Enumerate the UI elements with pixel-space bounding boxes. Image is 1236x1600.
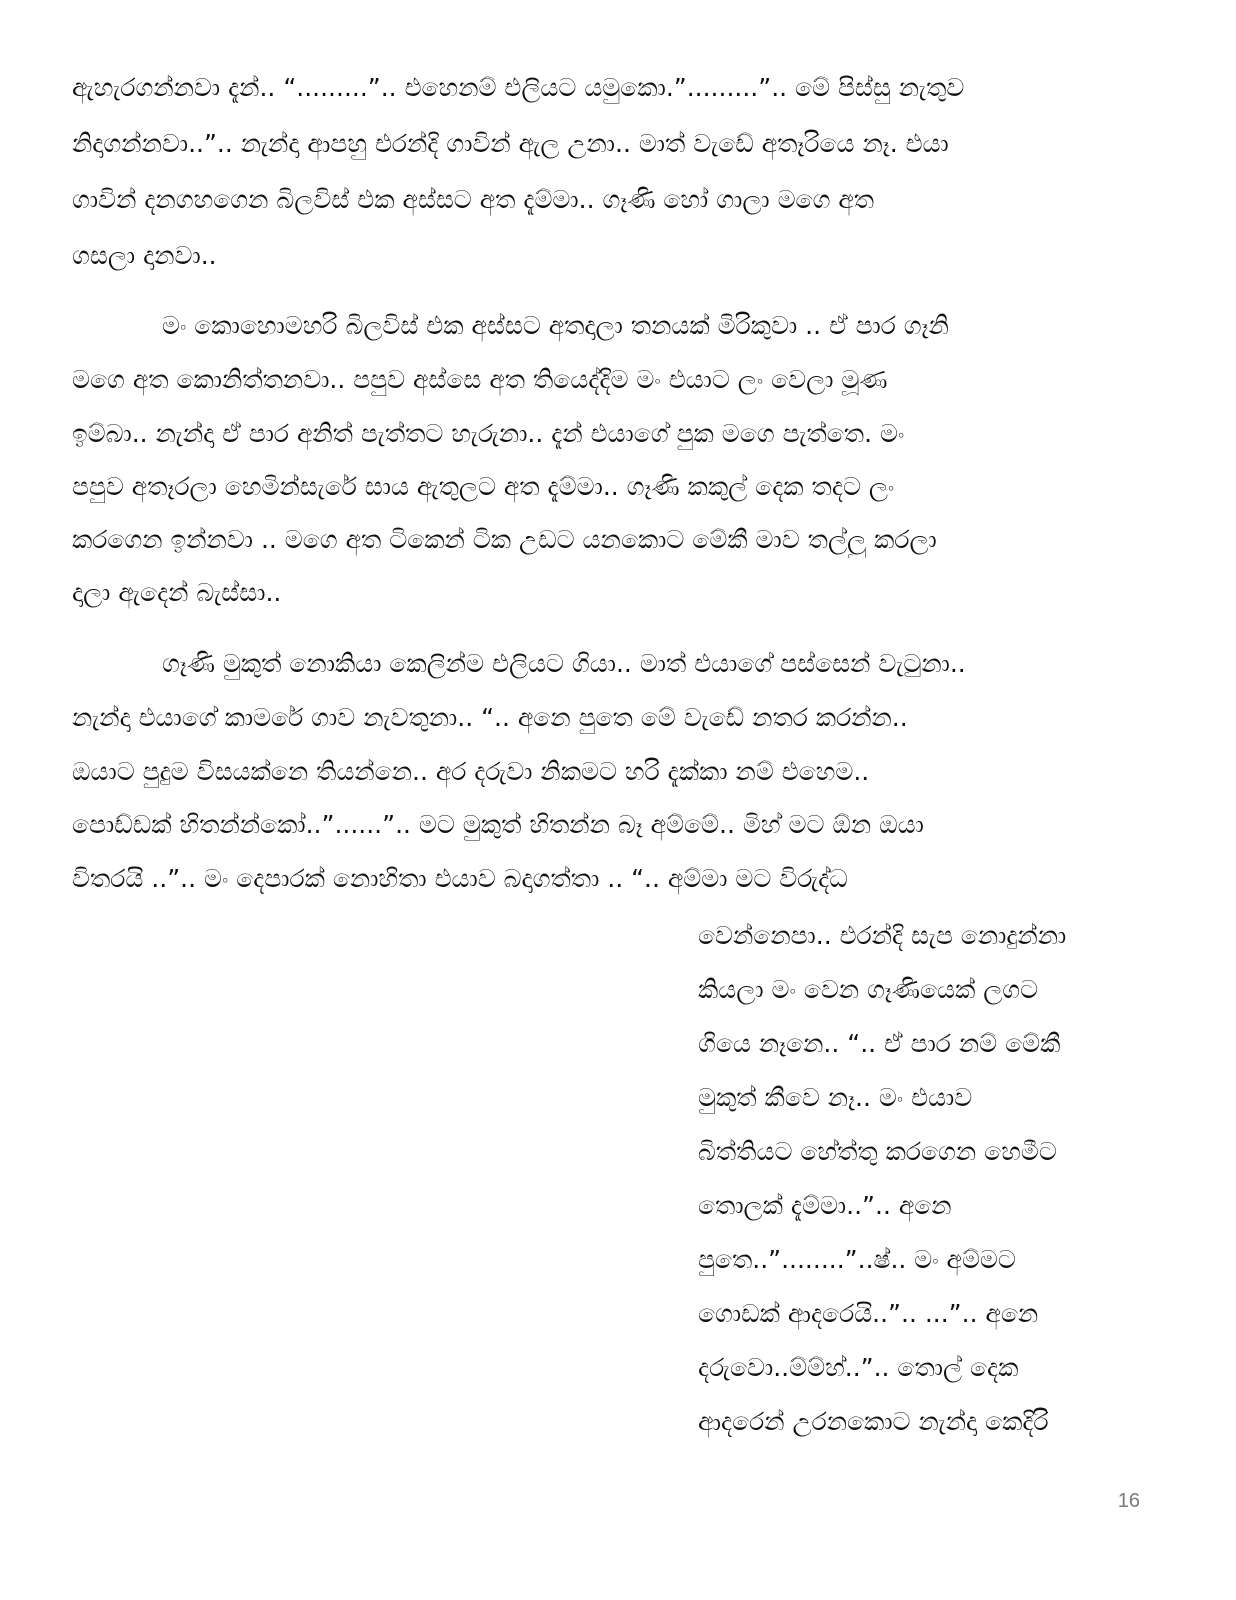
page-number: 16 — [1117, 1490, 1140, 1512]
text-line: පොඩ්ඩක් හිතන්න්කෝ..”......”.. මට මුකුත් හිතන්න බෑ අම්මේ.. මිහ් මට ඕන ඔයා — [72, 810, 924, 839]
text-line: ගාවින් දනගහගෙන බිලවිස් එක අස්සට අත දැම්මා.. ගෑණි හෝ ගාලා මගෙ අත — [72, 185, 875, 214]
text-line: ඇහැරගන්නවා දැන්.. “.........”.. එහෙනම් එලියට යමුකො.”.........”.. මේ පිස්සු නැතුව — [72, 73, 965, 102]
text-line: පුතෙ..”........”..ෂ්.. මං අම්මට — [698, 1245, 1016, 1274]
text-line: කියලා මං වෙන ගෑණියෙක් ලගට — [698, 975, 1039, 1004]
text-line: තොලක් දැම්මා..”.. අනෙ — [698, 1191, 952, 1220]
text-line: ගෑණි මුකුත් නොකියා කෙලින්ම එලියට ගියා.. මාත් එයාගේ පස්සෙන් වැටුනා.. — [162, 649, 966, 678]
text-line: ගොඩක් ආදරෙයි..”.. ...”.. අනෙ — [698, 1299, 1039, 1328]
text-line: වෙන්නෙපා.. එරන්දි සැප නොදුන්නා — [698, 921, 1067, 950]
text-line: දරුවො..ම්ම්හ්..”.. තොල් දෙක — [698, 1353, 1019, 1382]
text-line: බිත්තියට හේත්තු කරගෙන හෙමීට — [698, 1137, 1057, 1166]
text-line: මං කොහොමහරි බිලවිස් එක අස්සට අතදාලා තනයක් මිරිකුවා .. ඒ පාර ගෑනි — [162, 311, 949, 340]
text-line: දාලා ඇදෙන් බැස්සා.. — [72, 578, 282, 607]
text-line: නිදාගන්නවා..”.. නැන්දා ආපහු එරන්දි ගාවින් ඇල උනා.. මාත් වැඩේ අතෑරියෙ නෑ. එයා — [72, 129, 949, 158]
text-line: ඔයාට පුදුම විසයක්නෙ තියන්නෙ.. අර දරුවා නිකමට හරි දැක්කා නම් එහෙම.. — [72, 757, 870, 786]
text-line: ගියෙ නෑනෙ.. “.. ඒ පාර නම් මේකී — [698, 1029, 1061, 1058]
text-line: ගසලා දානවා.. — [72, 241, 217, 270]
text-line: මුකුත් කීවෙ නෑ.. මං එයාව — [698, 1083, 973, 1112]
text-line: විතරයි ..”.. මං දෙපාරක් නොහිතා එයාව බදාගත්තා .. “.. අම්මා මට විරුද්ධ — [72, 864, 848, 893]
text-line: කරගෙන ඉන්නවා .. මගෙ අත ටිකෙන් ටික උඩට යනකොට මේකී මාව තල්ලු කරලා — [72, 525, 937, 554]
text-line: පපුව අතෑරලා හෙමින්සැරේ සාය ඇතුලට අත දැම්මා.. ගෑණි කකුල් දෙක තදට ලං — [72, 472, 895, 501]
text-line: නැන්දා එයාගේ කාමරේ ගාව නැවතුනා.. “.. අනෙ පුතෙ මේ වැඩේ නතර කරන්න.. — [72, 703, 908, 732]
text-line: ආදරෙන් උරනකොට නැන්දා කෙදිරි — [698, 1407, 1049, 1436]
text-line: මගෙ අත කොනිත්තනවා.. පපුව අස්සෙ අත තියෙද්දිම මං එයාට ලං වෙලා මූණ — [72, 365, 888, 394]
text-line: ඉම්බා.. නැන්දා ඒ පාර අනිත් පැත්තට හැරුනා.. දැන් එයාගේ පුක මගෙ පැත්තෙ. මං — [72, 419, 905, 448]
